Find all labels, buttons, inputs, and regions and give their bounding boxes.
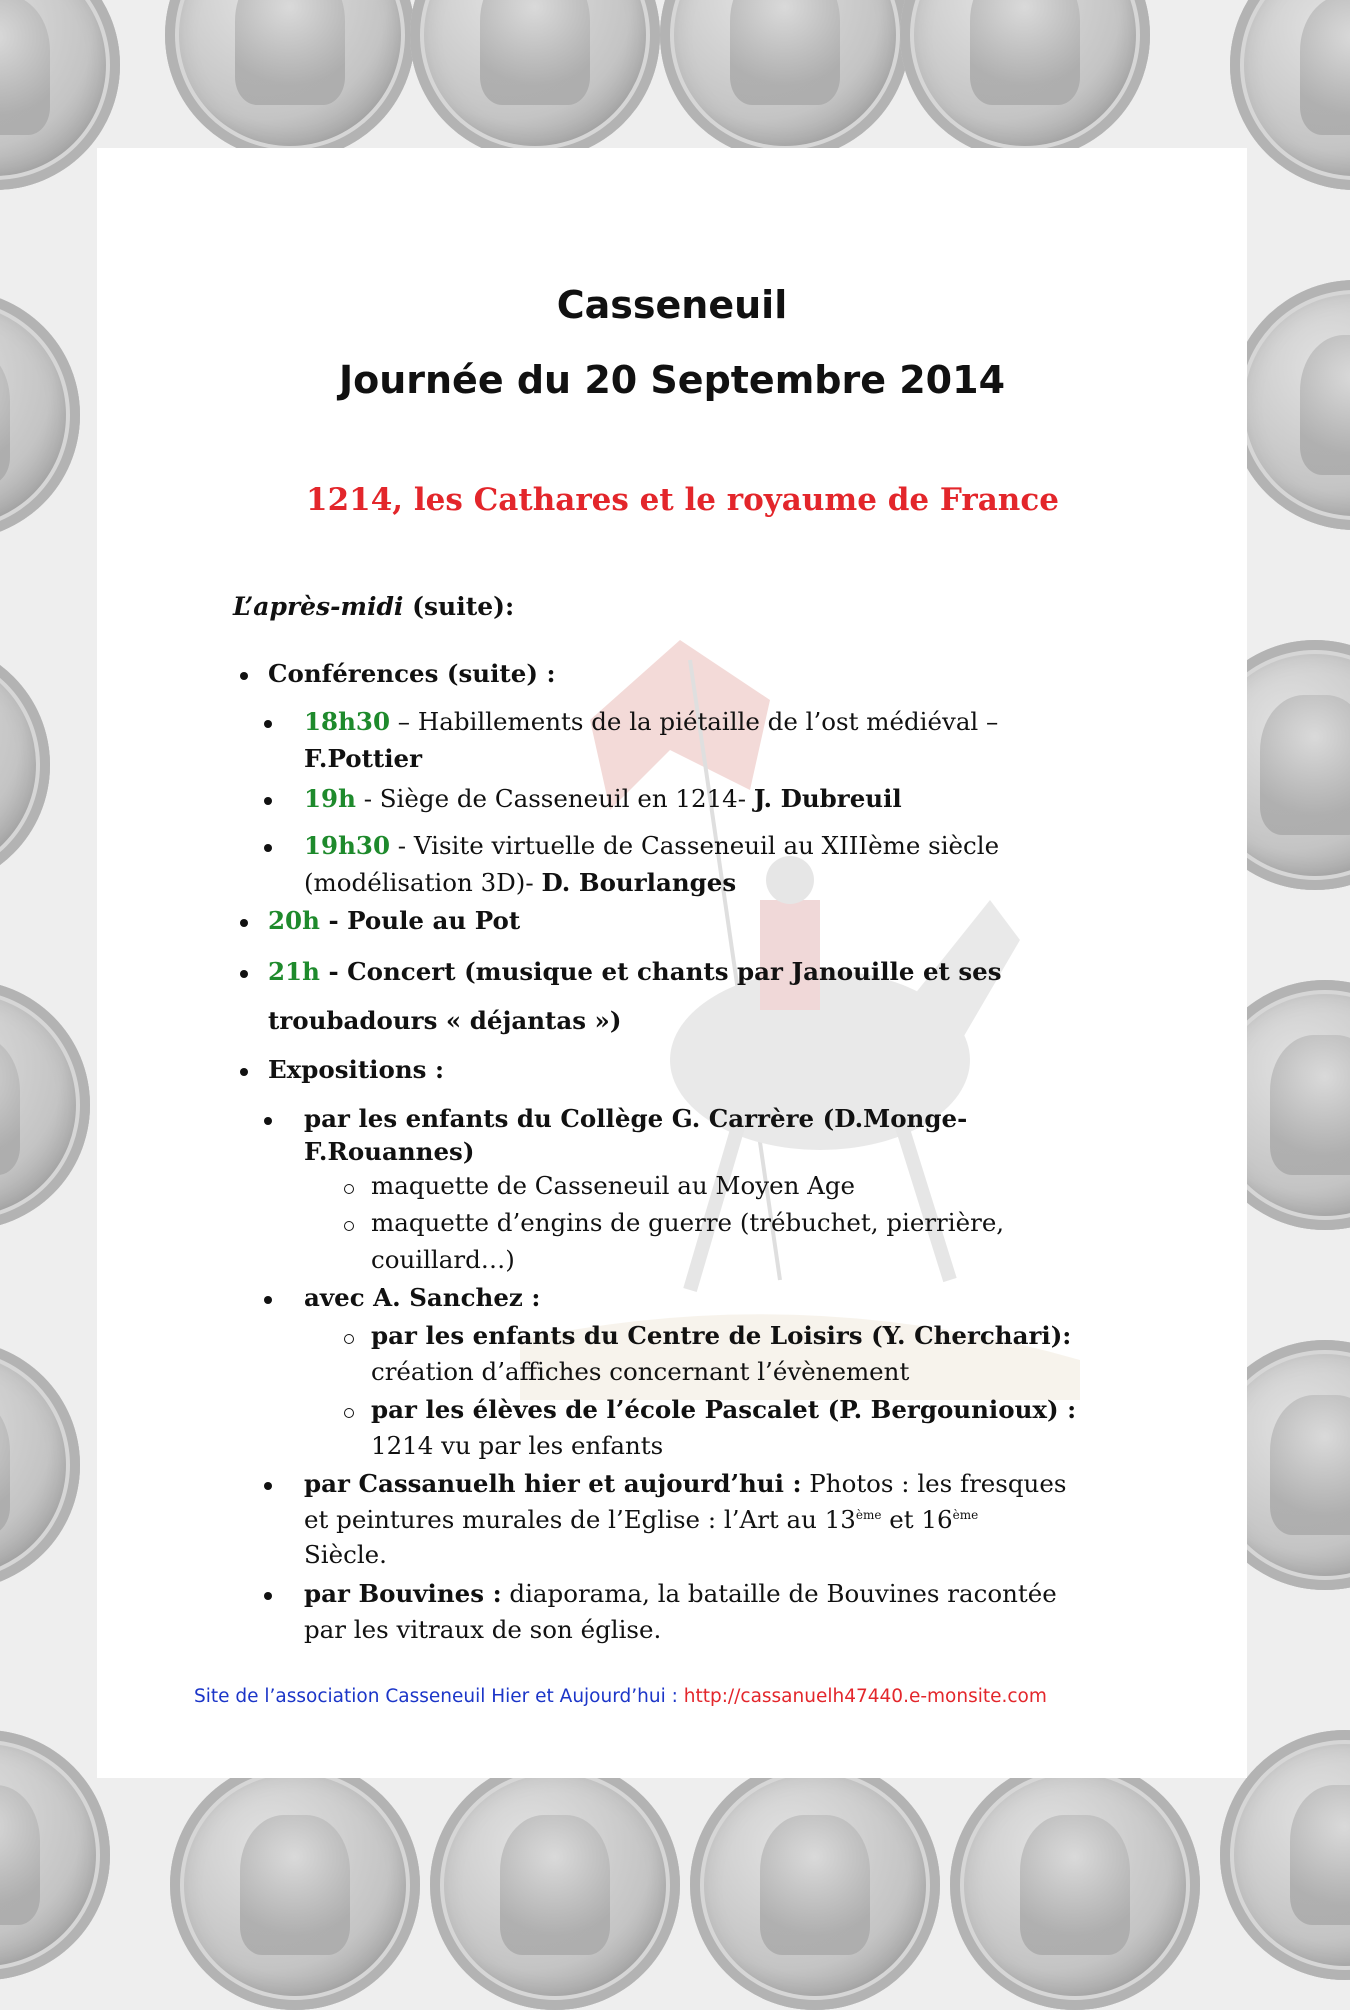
bullet-icon (264, 1117, 272, 1125)
seal-image (0, 290, 80, 540)
page-title: Casseneuil (556, 283, 788, 327)
bullet-icon (240, 672, 248, 680)
event-subtitle: 1214, les Cathares et le royaume de France (306, 482, 1059, 518)
talk-3-line2 (304, 868, 736, 897)
cassanuelh-line2 (304, 1505, 978, 1534)
concert-item (268, 957, 1002, 986)
circle-bullet-icon (344, 1221, 354, 1231)
seal-image (1230, 280, 1350, 530)
seal-image (0, 980, 90, 1230)
circle-bullet-icon (344, 1334, 354, 1344)
concert-line2: troubadours « déjantas ») (268, 1006, 622, 1035)
seal-image (0, 640, 50, 890)
concert-text: - Concert (musique et chants par Janouille et ses (319, 957, 1002, 986)
bullet-icon (264, 844, 272, 852)
dinner-item (268, 906, 520, 935)
cassanuelh-line3: Siècle. (304, 1540, 387, 1569)
seal-image (0, 1340, 80, 1590)
college-item-2-line2: couillard…) (371, 1245, 515, 1274)
bullet-icon (264, 1296, 272, 1304)
cassanuelh-text: et peintures murales de l’Eglise : l’Art au 13 (304, 1505, 856, 1534)
cassanuelh-text: et 16 (881, 1505, 953, 1534)
afternoon-label: L’après-midi (233, 592, 404, 621)
bouvines-line2: par les vitraux de son église. (304, 1615, 662, 1644)
seal-image (950, 1760, 1200, 2010)
bouvines-text: diaporama, la bataille de Bouvines racontée (501, 1579, 1057, 1608)
talk-3 (304, 831, 999, 860)
college-line2: F.Rouannes) (304, 1137, 475, 1166)
bullet-icon (240, 970, 248, 978)
seal-image (410, 0, 660, 160)
footer (194, 1686, 1047, 1707)
dinner-text: - Poule au Pot (319, 906, 521, 935)
talk-time: 19h30 (304, 831, 391, 860)
seal-image (690, 1760, 940, 2010)
talk-speaker: F.Pottier (304, 744, 423, 773)
college-item-2: maquette d’engins de guerre (trébuchet, pierrière, (371, 1208, 1005, 1237)
bullet-icon (264, 1592, 272, 1600)
superscript: ème (952, 1508, 979, 1522)
talk-2 (304, 784, 902, 813)
superscript: ème (855, 1508, 882, 1522)
talk-text: – Habillements de la piétaille de l’ost médiéval – (390, 707, 999, 736)
talk-speaker: D. Bourlanges (541, 868, 737, 897)
bullet-icon (240, 919, 248, 927)
talk-text: - Visite virtuelle de Casseneuil au XIIIème siècle (390, 831, 1000, 860)
bullet-icon (240, 1068, 248, 1076)
talk-text: (modélisation 3D)- (304, 868, 542, 897)
bullet-icon (264, 1482, 272, 1490)
sanchez-item-2-line2: 1214 vu par les enfants (371, 1431, 664, 1460)
talk-time: 18h30 (304, 707, 391, 736)
talk-speaker: J. Dubreuil (753, 784, 902, 813)
seal-image (430, 1760, 680, 2010)
concert-time: 21h (268, 957, 320, 986)
afternoon-suite: (suite): (403, 592, 515, 621)
dinner-time: 20h (268, 906, 320, 935)
footer-label: Site de l’association Casseneuil Hier et Aujourd’hui : (194, 1686, 684, 1707)
section-heading (233, 592, 514, 621)
bullet-icon (264, 797, 272, 805)
talk-time: 19h (304, 784, 356, 813)
bullet-icon (264, 720, 272, 728)
talk-1 (304, 707, 998, 736)
seal-image (0, 1730, 110, 1980)
expositions-heading: Expositions : (268, 1055, 444, 1084)
seal-image (170, 1760, 420, 2010)
college-line1: par les enfants du Collège G. Carrère (D.Monge- (304, 1104, 968, 1133)
bouvines-item (304, 1579, 1057, 1608)
sanchez-heading: avec A. Sanchez : (304, 1283, 541, 1312)
circle-bullet-icon (344, 1408, 354, 1418)
event-date: Journée du 20 Septembre 2014 (338, 358, 1006, 402)
conferences-heading: Conférences (suite) : (268, 659, 556, 688)
seal-image (900, 0, 1150, 160)
bouvines-label: par Bouvines : (304, 1579, 502, 1608)
cassanuelh-text: Photos : les fresques (801, 1469, 1067, 1498)
seal-image (165, 0, 415, 160)
sanchez-item-1-line2: création d’affiches concernant l’évènement (371, 1357, 910, 1386)
sanchez-item-1: par les enfants du Centre de Loisirs (Y. Cherchari): (371, 1321, 1072, 1350)
seal-image (660, 0, 910, 160)
college-item-1: maquette de Casseneuil au Moyen Age (371, 1171, 856, 1200)
cassanuelh-item (304, 1469, 1066, 1498)
seal-image (1230, 0, 1350, 190)
talk-text: - Siège de Casseneuil en 1214- (355, 784, 754, 813)
sanchez-item-2: par les élèves de l’école Pascalet (P. Bergounioux) : (371, 1395, 1077, 1424)
website-link[interactable]: http://cassanuelh47440.e-monsite.com (683, 1686, 1047, 1707)
circle-bullet-icon (344, 1184, 354, 1194)
cassanuelh-label: par Cassanuelh hier et aujourd’hui : (304, 1469, 802, 1498)
